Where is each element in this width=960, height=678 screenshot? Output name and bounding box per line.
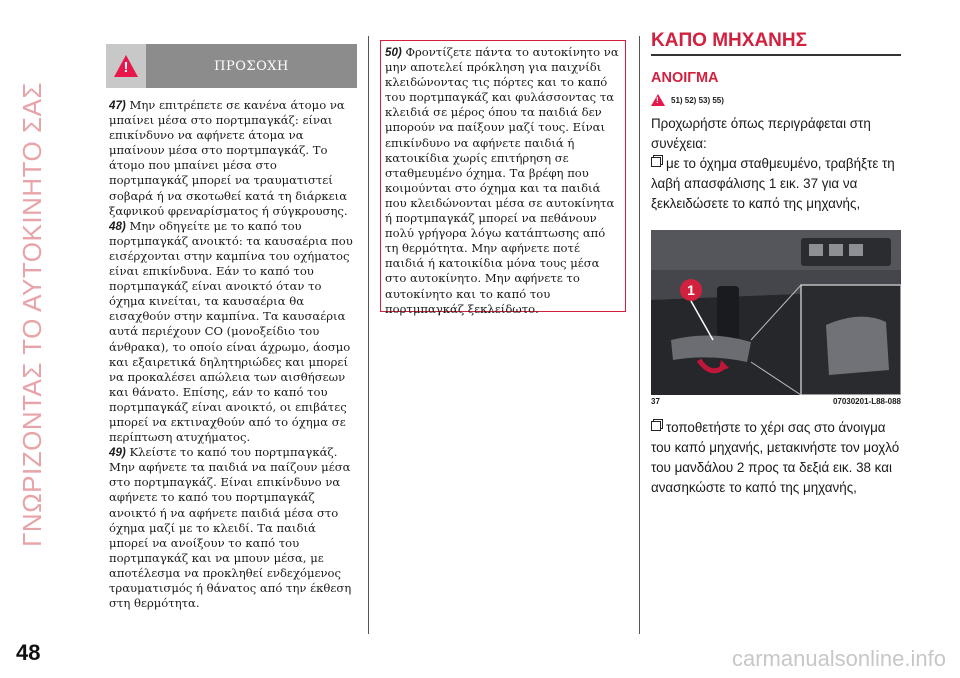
warning-refs bbox=[651, 94, 901, 106]
warning-title: ΠΡΟΣΟΧΗ bbox=[214, 58, 289, 74]
warning-item-text: Φροντίζετε πάντα το αυτοκίνητο να μην αποτελεί πρόκληση για παιχνίδι κλειδώνοντας τις πόρτες και το καπό του πορτμπαγκάζ και φυλάσσοντας τα κλειδιά σε μέρος όπου τα παιδιά δεν μπορούν να παίξουν μαζί τους. Είναι επικίνδυνο να αφήνετε παιδιά ή κατοικίδια χωρίς επιτήρηση σε σταθμευμένο όχημα. Τα βρέφη που κοιμούνται στο όχημα και τα παιδιά που κλειδώνονται μέσα σε αυτοκίνητα ή πορτμπαγκάζ μπορεί να πεθάνουν πολύ γρήγορα λόγω κατάπτωσης από τη θερμότητα. Μην αφήνετε ποτέ παιδιά ή κατοικίδια μόνα τους μέσα στο αυτοκίνητο. Μην αφήνετε το αυτοκίνητο και το καπό του πορτμπαγκάζ ξεκλείδωτο. bbox=[385, 45, 619, 316]
warning-header bbox=[106, 44, 357, 88]
figure-number: 37 bbox=[651, 397, 660, 406]
bonnet-section bbox=[651, 30, 901, 498]
figure-code: 07030201-L88-088 bbox=[832, 397, 901, 406]
warning-item-number: 49) bbox=[109, 446, 126, 460]
warning-triangle-icon: ! bbox=[651, 94, 665, 106]
step-item bbox=[651, 154, 901, 214]
warning-box bbox=[106, 44, 357, 611]
warning-item bbox=[109, 98, 357, 219]
warning-item-number: 47) bbox=[109, 99, 126, 112]
warning-body bbox=[106, 98, 357, 611]
warning-triangle-icon: ! bbox=[106, 44, 146, 88]
warning-item-number: 50) bbox=[385, 46, 402, 59]
subsection-title: ΑΝΟΙΓΜΑ bbox=[651, 70, 719, 86]
step-text: τοποθετήστε το χέρι σας στο άνοιγμα του καπό μηχανής, μετακινήστε τον μοχλό του μανδάλου 2 προς τα δεξιά εικ. 38 και ανασηκώστε το καπό της μηχανής, bbox=[651, 420, 900, 495]
figure-bonnet-release-lever bbox=[651, 230, 901, 395]
section-rule bbox=[651, 54, 901, 56]
warning-refs-text: 51) 52) 53) 55) bbox=[671, 95, 724, 105]
figure-callout-number: 1 bbox=[687, 282, 695, 298]
step-item bbox=[651, 418, 901, 498]
warning-item bbox=[109, 445, 357, 611]
side-chapter-title-text: ΓΝΩΡΙΖΟΝΤΑΣ ΤΟ ΑΥΤΟΚΙΝΗΤΟ ΣΑΣ bbox=[16, 81, 47, 547]
figure-caption bbox=[651, 397, 901, 406]
warning-continuation-box bbox=[380, 40, 626, 316]
section-title: ΚΑΠΟ ΜΗΧΑΝΗΣ bbox=[651, 30, 808, 51]
warning-item-text: Μην οδηγείτε με το καπό του πορτμπαγκάζ ανοικτό: τα καυσαέρια που εισέρχονται στην καμπίνα του οχήματος είναι επικίνδυνα. Εάν το καπό του πορτμπαγκάζ είναι ανοικτό όταν το όχημα κινείται, τα καυσαέρια θα εισαχθούν στην καμπίνα. Τα καυσαέρια αυτά περιέχουν CO (μονοξείδιο του άνθρακα), το οποίο είναι άχρωμο, άοσμο και εξαιρετικά δηλητηριώδες και μπορεί να προκαλέσει απώλεια των αισθήσεων και θάνατο. Επίσης, εάν το καπό του πορτμπαγκάζ είναι ανοικτό, οι επιβάτες μπορεί να εκτιναχθούν από το όχημα σε περίπτωση ατυχήματος. bbox=[109, 218, 353, 445]
warning-item bbox=[109, 219, 357, 445]
warning-item-number: 48) bbox=[109, 219, 126, 233]
column-divider bbox=[639, 36, 640, 634]
column-divider bbox=[368, 36, 369, 634]
checkbox-bullet-icon bbox=[651, 421, 661, 431]
warning-item-text: Μην επιτρέπετε σε κανένα άτομο να μπαίνει μέσα στο πορτμπαγκάζ: είναι επικίνδυνο να αφήνετε άτομα να μπαίνουν μέσα στο πορτμπαγκάζ. Το άτομο που μπαίνει μέσα στο πορτμπαγκάζ μπορεί να τραυματιστεί σοβαρά ή να σκοτωθεί κατά τη διάρκεια ξαφνικού φρεναρίσματος ή σύγκρουσης. bbox=[109, 98, 348, 218]
step-text: με το όχημα σταθμευμένο, τραβήξτε τη λαβή απασφάλισης 1 εικ. 37 για να ξεκλειδώσετε το καπό της μηχανής, bbox=[651, 156, 895, 211]
side-chapter-title bbox=[8, 14, 56, 614]
warning-item bbox=[385, 45, 621, 317]
figure-illustration bbox=[651, 230, 901, 395]
page-number: 48 bbox=[16, 640, 41, 665]
watermark: carmanualsonline.info bbox=[731, 646, 946, 671]
checkbox-bullet-icon bbox=[651, 157, 661, 167]
warning-item-text: Κλείστε το καπό του πορτμπαγκάζ. Μην αφήνετε τα παιδιά να παίζουν μέσα στο πορτμπαγκάζ. Είναι επικίνδυνο να αφήνετε το καπό του πορτμπαγκάζ ανοικτό ή να αφήνετε παιδιά μέσα στο όχημα μαζί με το κλειδί. Τα παιδιά μπορεί να ανοίξουν το καπό του πορτμπαγκάζ και να μπουν μέσα, με αποτέλεσμα να προκληθεί ενδεχόμενος τραυματισμός ή θάνατος από την έκθεση στη θερμότητα. bbox=[109, 445, 352, 611]
intro-text: Προχωρήστε όπως περιγράφεται στη συνέχεια: bbox=[651, 116, 871, 151]
